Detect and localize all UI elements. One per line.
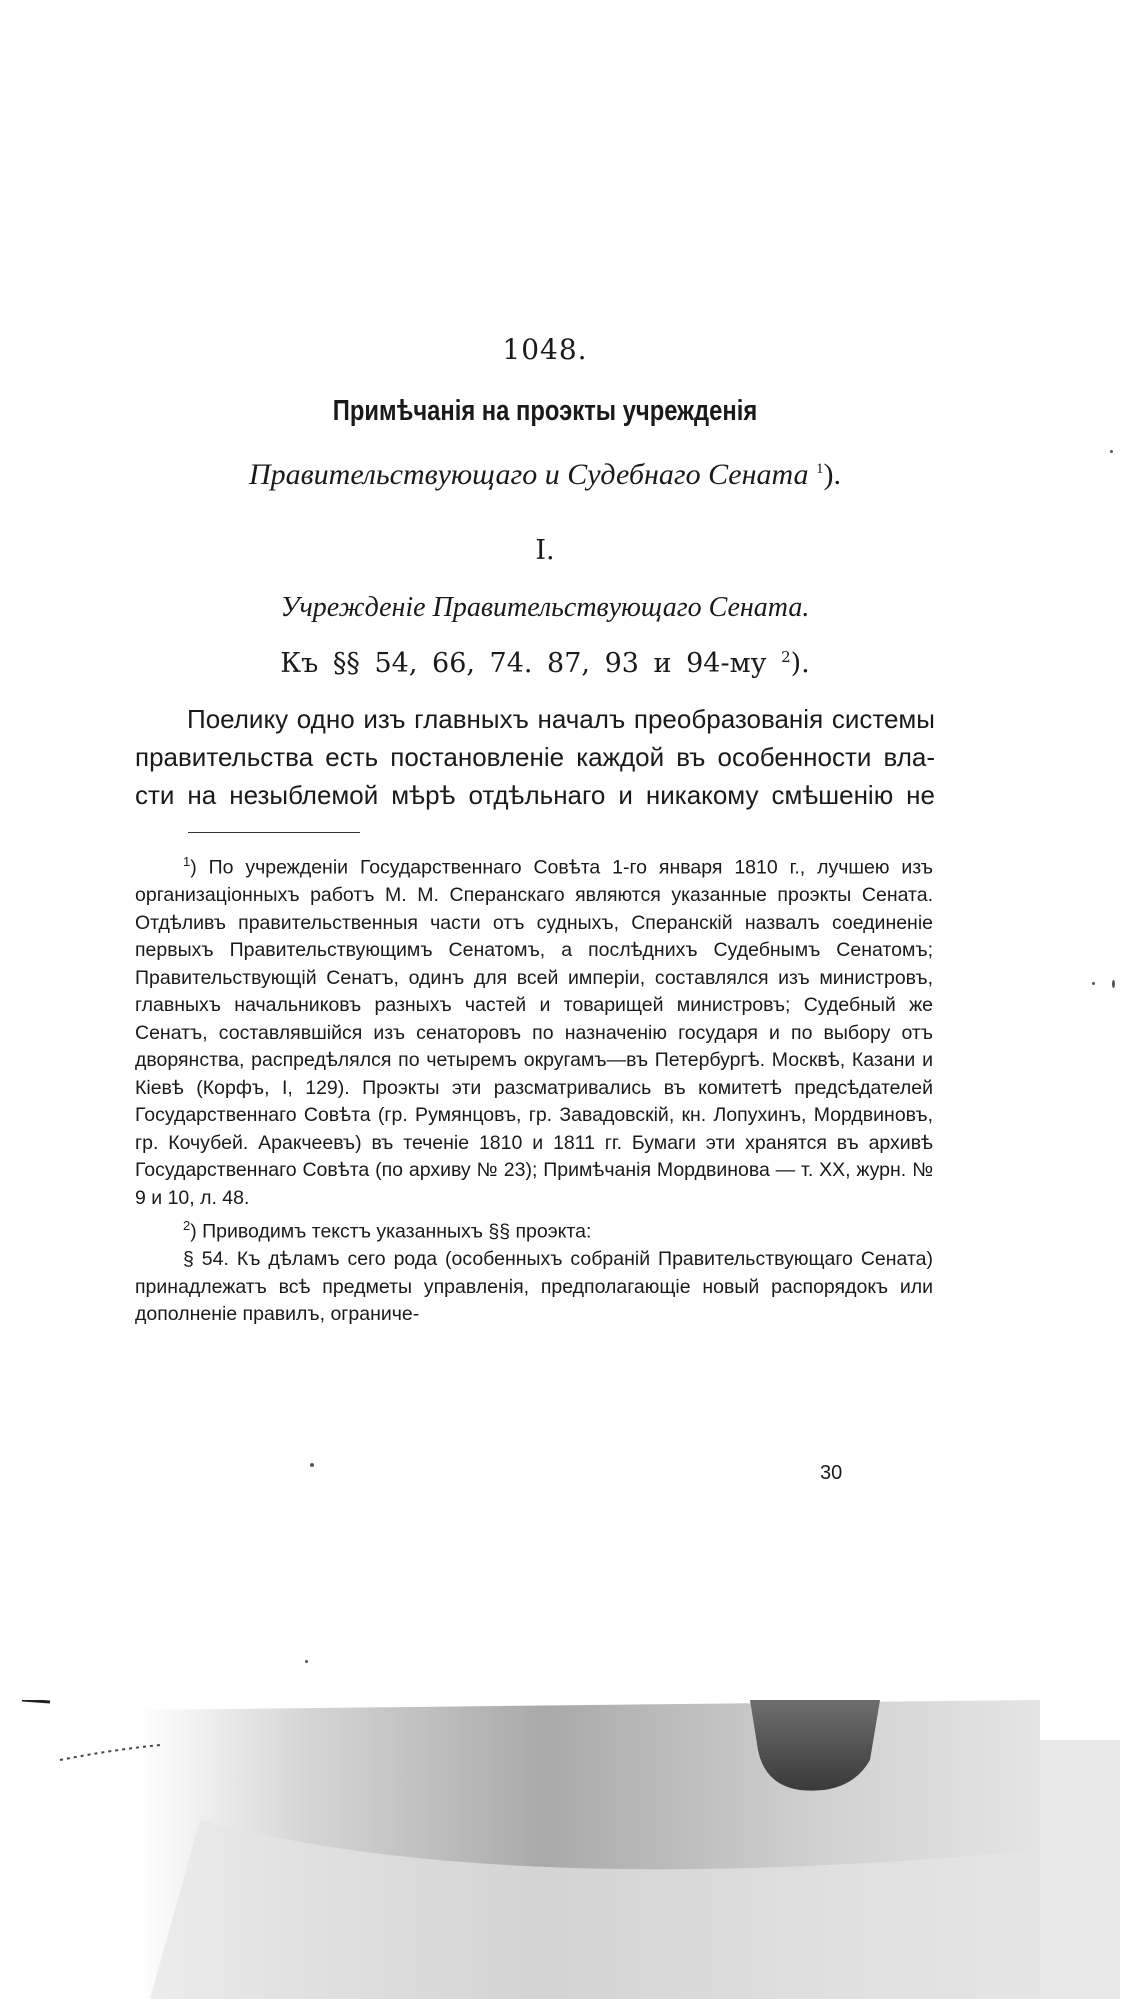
document-title: Примѣчанія на проэкты учрежденія (332, 395, 758, 427)
footnote-divider (188, 832, 360, 833)
footnotes (135, 848, 933, 1329)
scan-speck (310, 1463, 314, 1467)
body-line-3: сти на незыблемой мѣрѣ отдѣльнаго и никакому смѣшенію не (135, 780, 935, 810)
paragraph-reference (0, 648, 1090, 679)
body-line-2: правительства есть постановленіе каждой въ особенности вла- (135, 742, 935, 772)
footnote-1-mark: 1 (183, 854, 191, 869)
paragraph-reference-text: Къ §§ 54, 66, 74. 87, 93 и 94-му (280, 648, 767, 679)
subtitle-close: ). (823, 458, 842, 491)
scan-speck (1092, 982, 1095, 985)
paragraph-reference-close: ). (790, 648, 810, 679)
scanner-edge-artifact (0, 1700, 1140, 1999)
footnote-2-text: ) Приводимъ текстъ указанныхъ §§ проэкта: (190, 1220, 592, 1243)
page-number: 30 (820, 1462, 843, 1484)
footnote-ref-1: 1 (816, 461, 824, 477)
footnote-1 (135, 848, 933, 1212)
footnote-ref-2: 2 (781, 648, 791, 666)
footnote-2 (135, 1212, 933, 1246)
scan-speck (1112, 980, 1115, 988)
document-number: 1048. (502, 333, 588, 366)
subtitle-text: Правительствующаго и Судебнаго Сената (248, 458, 809, 491)
scan-speck (1110, 450, 1113, 453)
body-line-1: Поелику одно изъ главныхъ началъ преобразованія системы (187, 704, 935, 734)
scan-speck (305, 1660, 308, 1663)
section-number: I. (535, 535, 555, 566)
document-subtitle (0, 458, 1090, 492)
footnote-1-text: ) По учрежденіи Государственнаго Совѣта 1-го января 1810 г., лучшею изъ организаціонныхъ работъ М. М. Сперанскаго являются указанные проэкты Сената. Отдѣливъ правительственныя части отъ судныхъ, Сперанскій назвалъ соединеніе первыхъ Правительствующимъ Сенатомъ, а послѣднихъ Судебнымъ Сенатомъ; Правительствующій Сенатъ, одинъ для всей имперіи, составлялся изъ министровъ, главныхъ начальниковъ разныхъ частей и товарищей министровъ; Судебный же Сенатъ, составлявшійся изъ сенаторовъ по назначенію государя и по выбору отъ дворянства, распредѣлялся по четыремъ округамъ—въ Петербургѣ. Москвѣ, Казани и Кіевѣ (Корфъ, I, 129). Проэкты эти разсматривались въ комитетѣ предсѣдателей Государственнаго Совѣта (гр. Румянцовъ, гр. Завадовскій, кн. Лопухинъ, Мордвиновъ, гр. Кочубей. Аракчеевъ) въ теченіе 1810 и 1811 гг. Бумаги эти хранятся въ архивѣ Государственнаго Совѣта (по архиву № 23); Примѣчанія Мордвинова — т. XX, журн. № 9 и 10, л. 48. (135, 856, 933, 1209)
footnote-2-mark: 2 (183, 1218, 191, 1233)
section-title: Учрежденіе Правительствующаго Сената. (280, 592, 810, 623)
main-body-text (135, 700, 935, 814)
footnote-2-quote: § 54. Къ дѣламъ сего рода (особенныхъ собраній Правительствующаго Сената) принадлежатъ всѣ предметы управленія, предполагающіе новый распорядокъ или дополненіе правилъ, ограниче- (135, 1248, 933, 1325)
